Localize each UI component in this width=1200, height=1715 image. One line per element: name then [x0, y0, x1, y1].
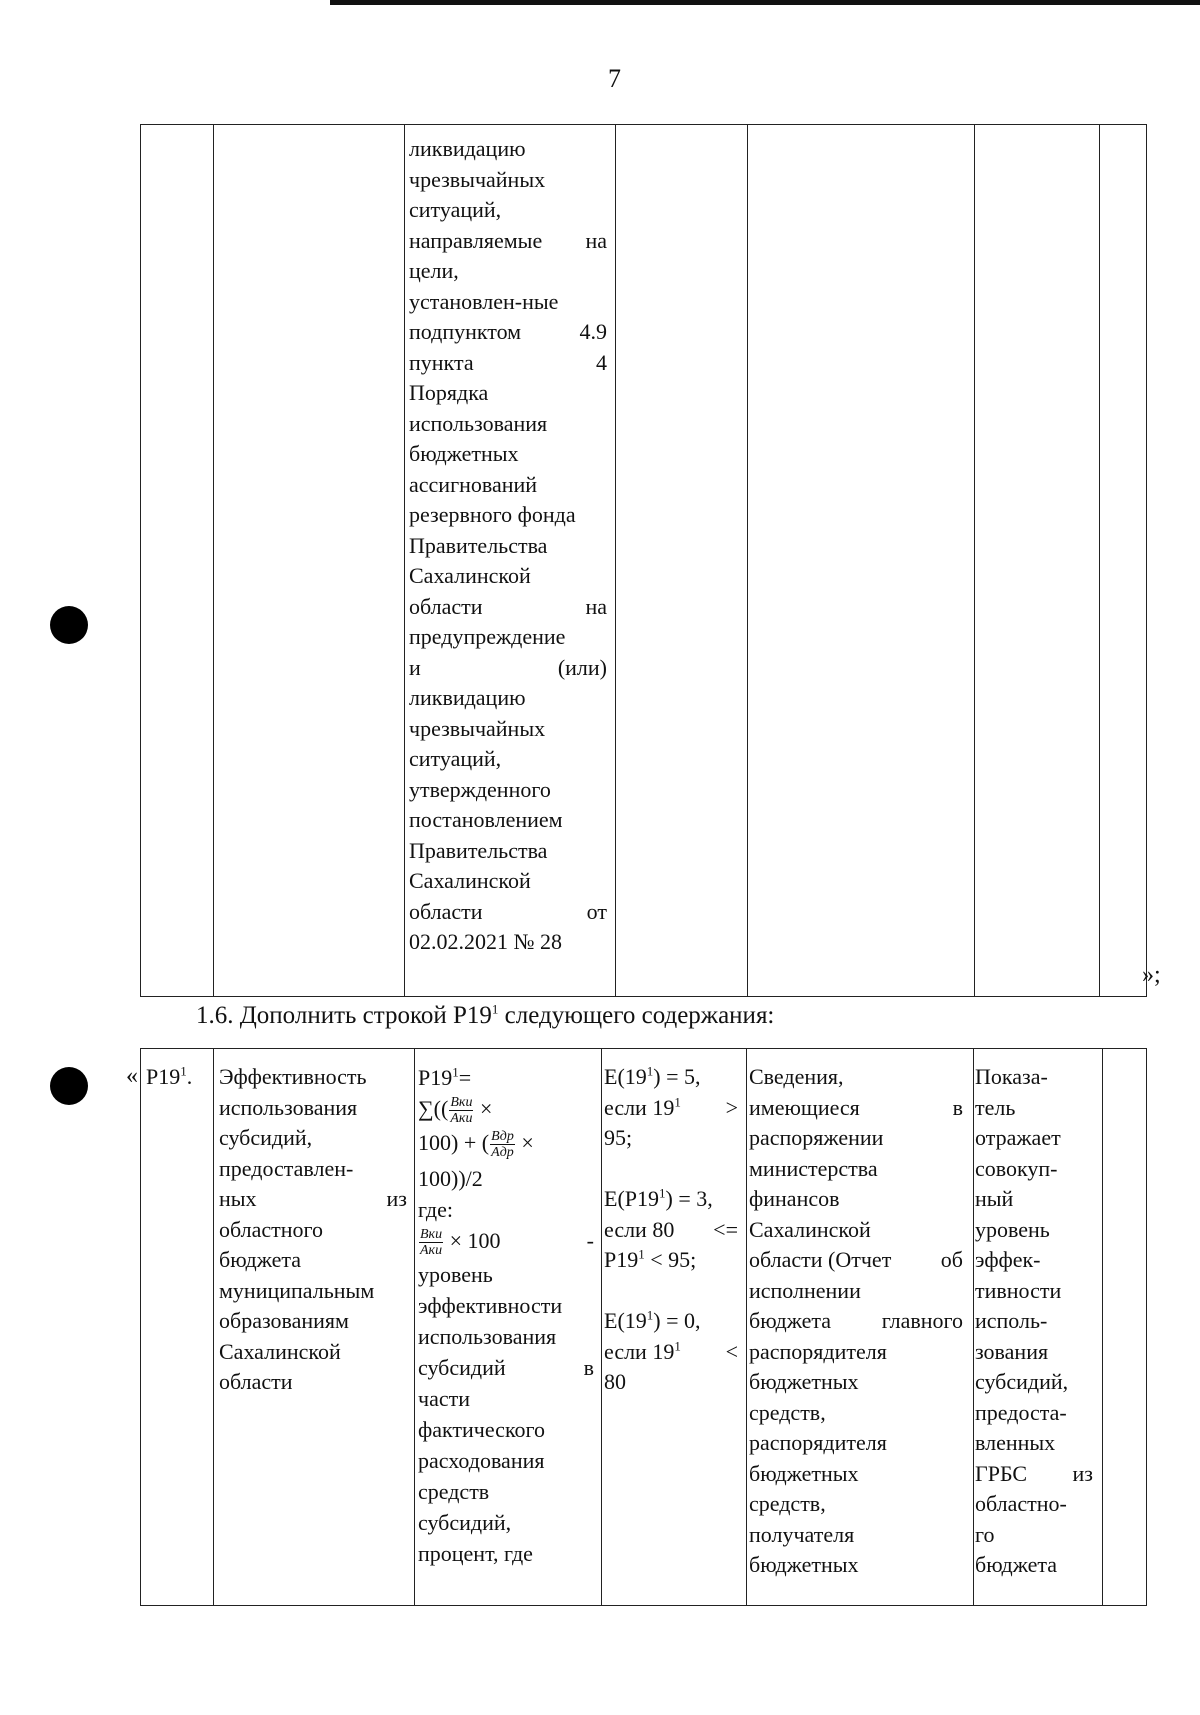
- table1-cell-2: [214, 125, 405, 997]
- text-line: области: [219, 1369, 293, 1394]
- text-line: части: [418, 1386, 470, 1411]
- text-line: распорядителя: [749, 1338, 887, 1364]
- score-sup: 1: [674, 1338, 681, 1354]
- text-line: расходования: [418, 1448, 545, 1473]
- fraction-numerator: Вки: [450, 1095, 473, 1111]
- code-tail: .: [186, 1064, 193, 1089]
- fraction-denominator: Аки: [450, 1111, 473, 1127]
- text-line: Сахалинской: [409, 563, 531, 588]
- text-line: тель: [975, 1094, 1016, 1120]
- text-line: Сахалинской: [749, 1216, 871, 1242]
- text-line: бюджетных: [749, 1552, 859, 1577]
- score-text: Р19: [604, 1247, 639, 1272]
- table1-cell-5: [748, 125, 975, 997]
- text-line: использования: [219, 1094, 358, 1120]
- text-line: бюджетных: [749, 1369, 859, 1394]
- table2-cell-code: [141, 1049, 214, 1606]
- text-line: средств: [418, 1479, 490, 1504]
- text-line: области на: [409, 593, 607, 619]
- text-line: распорядителя: [749, 1430, 887, 1455]
- opening-quote: «: [126, 1063, 138, 1089]
- text-line: предоста-: [975, 1399, 1067, 1425]
- data-source: [749, 1062, 963, 1581]
- score-text: <: [725, 1338, 738, 1364]
- text-line: цели,: [409, 258, 459, 283]
- score-sup: 1: [646, 1307, 654, 1323]
- score-sup: 1: [674, 1094, 681, 1110]
- text-line: чрезвычайных: [409, 166, 546, 192]
- score-text: < 95;: [644, 1247, 697, 1272]
- text-line: области (Отчет об: [749, 1247, 963, 1272]
- text-line: и (или): [409, 654, 607, 680]
- text-line: Правительства: [409, 837, 548, 863]
- instruction-prefix: 1.6. Дополнить строкой Р19: [196, 1002, 492, 1029]
- text-line: постановлением: [409, 807, 563, 832]
- fraction-vki-aki: [449, 1095, 473, 1126]
- text-line: совокуп-: [975, 1155, 1058, 1181]
- formula-line-3: 100) + (: [418, 1130, 490, 1155]
- text-line: исполнении: [749, 1277, 861, 1303]
- score-text: если 19: [604, 1338, 675, 1364]
- indicator-name: [219, 1062, 407, 1398]
- score-text: >: [725, 1094, 738, 1120]
- text-line: процент, где: [418, 1541, 533, 1566]
- fraction-vdr-adr: [490, 1129, 515, 1160]
- indicator-note: [975, 1062, 1093, 1581]
- table1-description-text: [409, 134, 607, 958]
- text-line: уровень: [418, 1262, 493, 1287]
- text-line: областного: [219, 1216, 324, 1242]
- score-sup: 1: [638, 1246, 645, 1262]
- score-sup: 1: [659, 1185, 666, 1201]
- text-line: области от: [409, 898, 607, 924]
- text-line: средств,: [749, 1399, 826, 1425]
- punch-hole-mark: [50, 1067, 88, 1105]
- text-line: исполь-: [975, 1308, 1048, 1333]
- text-line: фактического: [418, 1417, 545, 1442]
- formula-line-4: 100))/2: [418, 1166, 483, 1191]
- formula-head-sup: 1: [452, 1064, 459, 1080]
- text-line: ный: [975, 1186, 1014, 1211]
- score-text: 80: [604, 1369, 626, 1394]
- text-line: эффективности: [418, 1293, 563, 1318]
- text-line: бюджета: [219, 1247, 302, 1272]
- scoring-rules: [604, 1062, 738, 1398]
- punch-hole-mark: [50, 606, 88, 644]
- text-line: образованиям: [219, 1308, 349, 1333]
- text-line: средств,: [749, 1491, 826, 1516]
- score-text: <=: [713, 1216, 738, 1242]
- text-line: субсидий,: [219, 1125, 313, 1150]
- amendment-instruction: [196, 1002, 774, 1030]
- text-line: областно-: [975, 1491, 1067, 1516]
- text-line: отражает: [975, 1125, 1061, 1150]
- indicator-code: [146, 1062, 212, 1093]
- text-line: ассигнований: [409, 471, 538, 497]
- table1-cell-1: [141, 125, 214, 997]
- formula-head: Р19: [418, 1065, 453, 1090]
- formula-times-100: × 100: [449, 1228, 501, 1253]
- text-line: уровень: [975, 1216, 1050, 1242]
- text-line: вленных: [975, 1430, 1056, 1455]
- sum-prefix: ∑((: [418, 1096, 449, 1121]
- formula-head-eq: =: [458, 1065, 472, 1090]
- text-line: Показа-: [975, 1064, 1048, 1089]
- text-line: подпунктом 4.9: [409, 319, 607, 344]
- table1-cell-6: [975, 125, 1100, 997]
- instruction-suffix: следующего содержания:: [498, 1002, 775, 1029]
- table1-cell-7: [1100, 125, 1147, 997]
- text-line: ситуаций,: [409, 746, 502, 771]
- text-line: субсидий,: [975, 1369, 1069, 1394]
- text-line: министерства: [749, 1155, 878, 1181]
- text-line: предупреждение: [409, 624, 566, 649]
- text-line: ных из: [219, 1186, 407, 1211]
- fraction-numerator: Вдр: [491, 1129, 514, 1145]
- text-line: финансов: [749, 1186, 840, 1211]
- text-line: Сахалинской: [219, 1338, 341, 1364]
- score-text: 95;: [604, 1125, 633, 1150]
- text-line: ликвидацию: [409, 685, 526, 710]
- score-text: Е(19: [604, 1308, 647, 1333]
- text-line: ГРБС из: [975, 1460, 1093, 1486]
- fraction-denominator: Аки: [420, 1243, 443, 1259]
- text-line: субсидий в: [418, 1355, 594, 1380]
- text-line: получателя: [749, 1521, 855, 1547]
- text-line: утвержденного: [409, 776, 551, 802]
- text-line: муниципальным: [219, 1277, 375, 1303]
- text-line: бюджетных: [749, 1460, 859, 1486]
- text-line: распоряжении: [749, 1125, 884, 1150]
- score-text: если 80: [604, 1216, 675, 1242]
- scan-top-edge: [330, 0, 1200, 5]
- code-superscript: 1: [180, 1063, 187, 1079]
- score-sup: 1: [646, 1063, 654, 1079]
- score-text: ) = 3,: [665, 1186, 713, 1211]
- text-line: Сахалинской: [409, 868, 531, 893]
- text-line: зования: [975, 1338, 1049, 1364]
- page-number: 7: [608, 64, 621, 93]
- text-line: чрезвычайных: [409, 715, 546, 741]
- text-line: установлен-ные: [409, 288, 559, 314]
- text-line: бюджета главного: [749, 1308, 963, 1333]
- formula-dash: -: [586, 1228, 594, 1253]
- text-line: Порядка: [409, 380, 489, 405]
- score-text: ) = 5,: [653, 1064, 701, 1089]
- formula-where: где:: [418, 1197, 453, 1222]
- score-text: если 19: [604, 1094, 675, 1120]
- text-line: Сведения,: [749, 1064, 844, 1089]
- text-line: пункта 4: [409, 349, 607, 375]
- text-line: использования: [409, 410, 548, 436]
- text-line: Правительства: [409, 532, 548, 558]
- text-line: бюджета: [975, 1552, 1058, 1577]
- text-line: использования: [418, 1324, 557, 1349]
- text-line: ситуаций,: [409, 197, 502, 222]
- table2-cell-empty: [1103, 1049, 1147, 1606]
- text-line: предоставлен-: [219, 1155, 354, 1181]
- code-base: Р19: [146, 1064, 181, 1089]
- closing-quote: »;: [1142, 962, 1161, 988]
- text-line: имеющиеся в: [749, 1094, 963, 1120]
- table1-cell-4: [616, 125, 748, 997]
- text-line: эффек-: [975, 1247, 1041, 1272]
- text-line: Эффективность: [219, 1064, 367, 1089]
- score-text: Е(Р19: [604, 1186, 659, 1211]
- instruction-superscript: 1: [491, 1001, 499, 1017]
- continuation-table: [140, 124, 1147, 997]
- text-line: резервного фонда: [409, 502, 576, 527]
- calculation-formula: [418, 1062, 594, 1569]
- fraction-numerator: Вки: [420, 1227, 443, 1243]
- text-line: тивности: [975, 1277, 1062, 1303]
- text-line: го: [975, 1521, 995, 1547]
- text-line: бюджетных: [409, 441, 519, 466]
- fraction-denominator: Адр: [491, 1145, 514, 1161]
- score-text: Е(19: [604, 1064, 647, 1089]
- fraction-vki-aki: [419, 1227, 443, 1258]
- score-text: ) = 0,: [653, 1308, 701, 1333]
- text-line: 02.02.2021 № 28: [409, 929, 562, 954]
- text-line: направляемые на: [409, 227, 607, 253]
- times-sign: ×: [521, 1130, 534, 1155]
- text-line: субсидий,: [418, 1510, 512, 1535]
- times-sign: ×: [479, 1096, 493, 1121]
- text-line: ликвидацию: [409, 136, 526, 161]
